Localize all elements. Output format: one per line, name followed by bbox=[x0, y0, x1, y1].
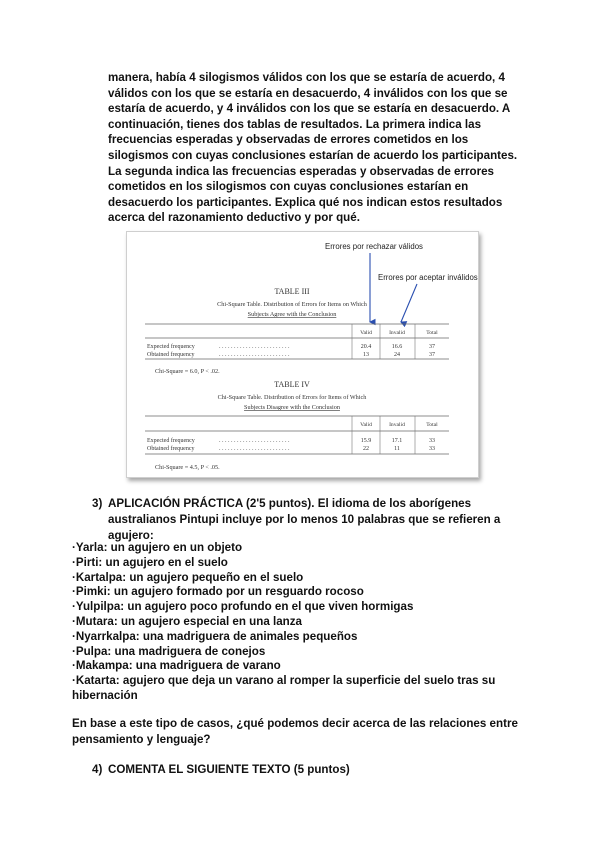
annotation-invalid-errors: Errores por aceptar inválidos bbox=[378, 273, 478, 282]
list-item: ·Kartalpa: un agujero pequeño en el suelo bbox=[72, 570, 304, 584]
list-item: ·Mutara: un agujero especial en una lanza bbox=[72, 614, 302, 628]
list-item: ·Nyarrkalpa: una madriguera de animales pequeños bbox=[72, 629, 358, 643]
section-4-heading bbox=[92, 762, 350, 778]
table4-row1-label: Expected frequency bbox=[147, 438, 195, 444]
intro-paragraph: manera, había 4 silogismos válidos con los que se estaría de acuerdo, 4 válidos con los que se estaría en desacuerdo, 4 inválidos con los que se estaría de acuerdo, y 4 inválidos con los que se estaría en desacuerdo. A continuación, tienes dos tablas de resultados. La primera indica las frecuencias esperadas y observadas de errores cometidos en los silogismos con cuyas conclusiones estarían de acuerdo los participantes. La segunda indica las frecuencias esperadas y observadas de errores cometidos en los silogismos con cuyas conclusiones estarían en desacuerdo los participantes. Explica qué nos indican estos resultados acerca del razonamiento deductivo y por qué. bbox=[108, 71, 518, 225]
table3-header-valid: Valid bbox=[360, 330, 372, 336]
table3-row1-invalid: 16.6 bbox=[391, 344, 403, 350]
table4-row1-valid: 15.9 bbox=[360, 438, 372, 444]
table3-caption-line1: Chi-Square Table. Distribution of Errors for Items on Which bbox=[217, 301, 367, 308]
table4-stat: Chi-Square = 4.5, P < .05. bbox=[155, 464, 220, 471]
table4-row1-invalid: 17.1 bbox=[391, 438, 403, 444]
table4-row2-leader: . . . . . . . . . . . . . . . . . . . . . . . . bbox=[219, 446, 290, 452]
list-item: ·Katarta: agujero que deja un varano al romper la superficie del suelo tras su hibernación bbox=[72, 674, 496, 702]
table3-row2-leader: . . . . . . . . . . . . . . . . . . . . . . . . bbox=[219, 352, 290, 358]
table4-caption-line2: Subjects Disagree with the Conclusion bbox=[244, 404, 340, 411]
table3-row2-label: Obtained frequency bbox=[147, 352, 195, 358]
table3-row2-total: 37 bbox=[429, 352, 435, 358]
table4-header-invalid: Invalid bbox=[389, 422, 405, 428]
table4-row2-total: 33 bbox=[429, 446, 435, 452]
table4-row2-invalid: 11 bbox=[394, 446, 400, 452]
table4-row1-leader: . . . . . . . . . . . . . . . . . . . . . . . . bbox=[219, 438, 290, 444]
annotation-valid-errors: Errores por rechazar válidos bbox=[325, 242, 423, 251]
table4-row1-total: 33 bbox=[429, 438, 435, 444]
table4-header-total: Total bbox=[426, 422, 438, 428]
section-4-number: 4) bbox=[92, 763, 103, 776]
table3-row1-leader: . . . . . . . . . . . . . . . . . . . . . . . . bbox=[219, 344, 290, 350]
table4-row2-valid: 22 bbox=[363, 446, 369, 452]
table3-row2-valid: 13 bbox=[363, 352, 369, 358]
section-4-text: COMENTA EL SIGUIENTE TEXTO (5 puntos) bbox=[108, 763, 350, 776]
results-figure bbox=[126, 231, 479, 478]
table3-row1-label: Expected frequency bbox=[147, 344, 195, 350]
list-item: ·Yarla: un agujero en un objeto bbox=[72, 541, 243, 554]
list-item: ·Pulpa: una madriguera de conejos bbox=[72, 644, 266, 658]
table3-stat: Chi-Square = 6.0, P < .02. bbox=[155, 368, 220, 375]
table3-header-total: Total bbox=[426, 330, 438, 336]
table4-title: TABLE IV bbox=[274, 380, 310, 389]
results-figure-svg bbox=[127, 232, 478, 477]
thought-language-question: En base a este tipo de casos, ¿qué podemos decir acerca de las relaciones entre pensamiento y lenguaje? bbox=[72, 717, 518, 746]
table3-caption-line2: Subjects Agree with the Conclusion bbox=[247, 311, 337, 318]
table4-header-valid: Valid bbox=[360, 422, 372, 428]
arrow-invalid-icon bbox=[401, 284, 417, 322]
list-item: ·Yulpilpa: un agujero poco profundo en el que viven hormigas bbox=[72, 600, 414, 614]
list-item: ·Pirti: un agujero en el suelo bbox=[72, 555, 228, 569]
table3-row1-valid: 20.4 bbox=[360, 344, 372, 350]
table3-row2-invalid: 24 bbox=[394, 352, 400, 358]
list-item: ·Pimki: un agujero formado por un resguardo rocoso bbox=[72, 585, 364, 599]
pintupi-word-list bbox=[72, 541, 522, 704]
table3-row1-total: 37 bbox=[429, 344, 435, 350]
section-3-text: APLICACIÓN PRÁCTICA (2'5 puntos). El idioma de los aborígenes australianos Pintupi incluye por lo menos 10 palabras que se refieren a agujero: bbox=[108, 497, 501, 542]
list-item: ·Makampa: una madriguera de varano bbox=[72, 659, 281, 673]
table3-header-invalid: Invalid bbox=[389, 330, 405, 336]
table4-row2-label: Obtained frequency bbox=[147, 446, 195, 452]
table3-title: TABLE III bbox=[274, 287, 310, 296]
section-3-number: 3) bbox=[92, 497, 103, 510]
table4-caption-line1: Chi-Square Table. Distribution of Errors for Items of Which bbox=[217, 394, 367, 401]
